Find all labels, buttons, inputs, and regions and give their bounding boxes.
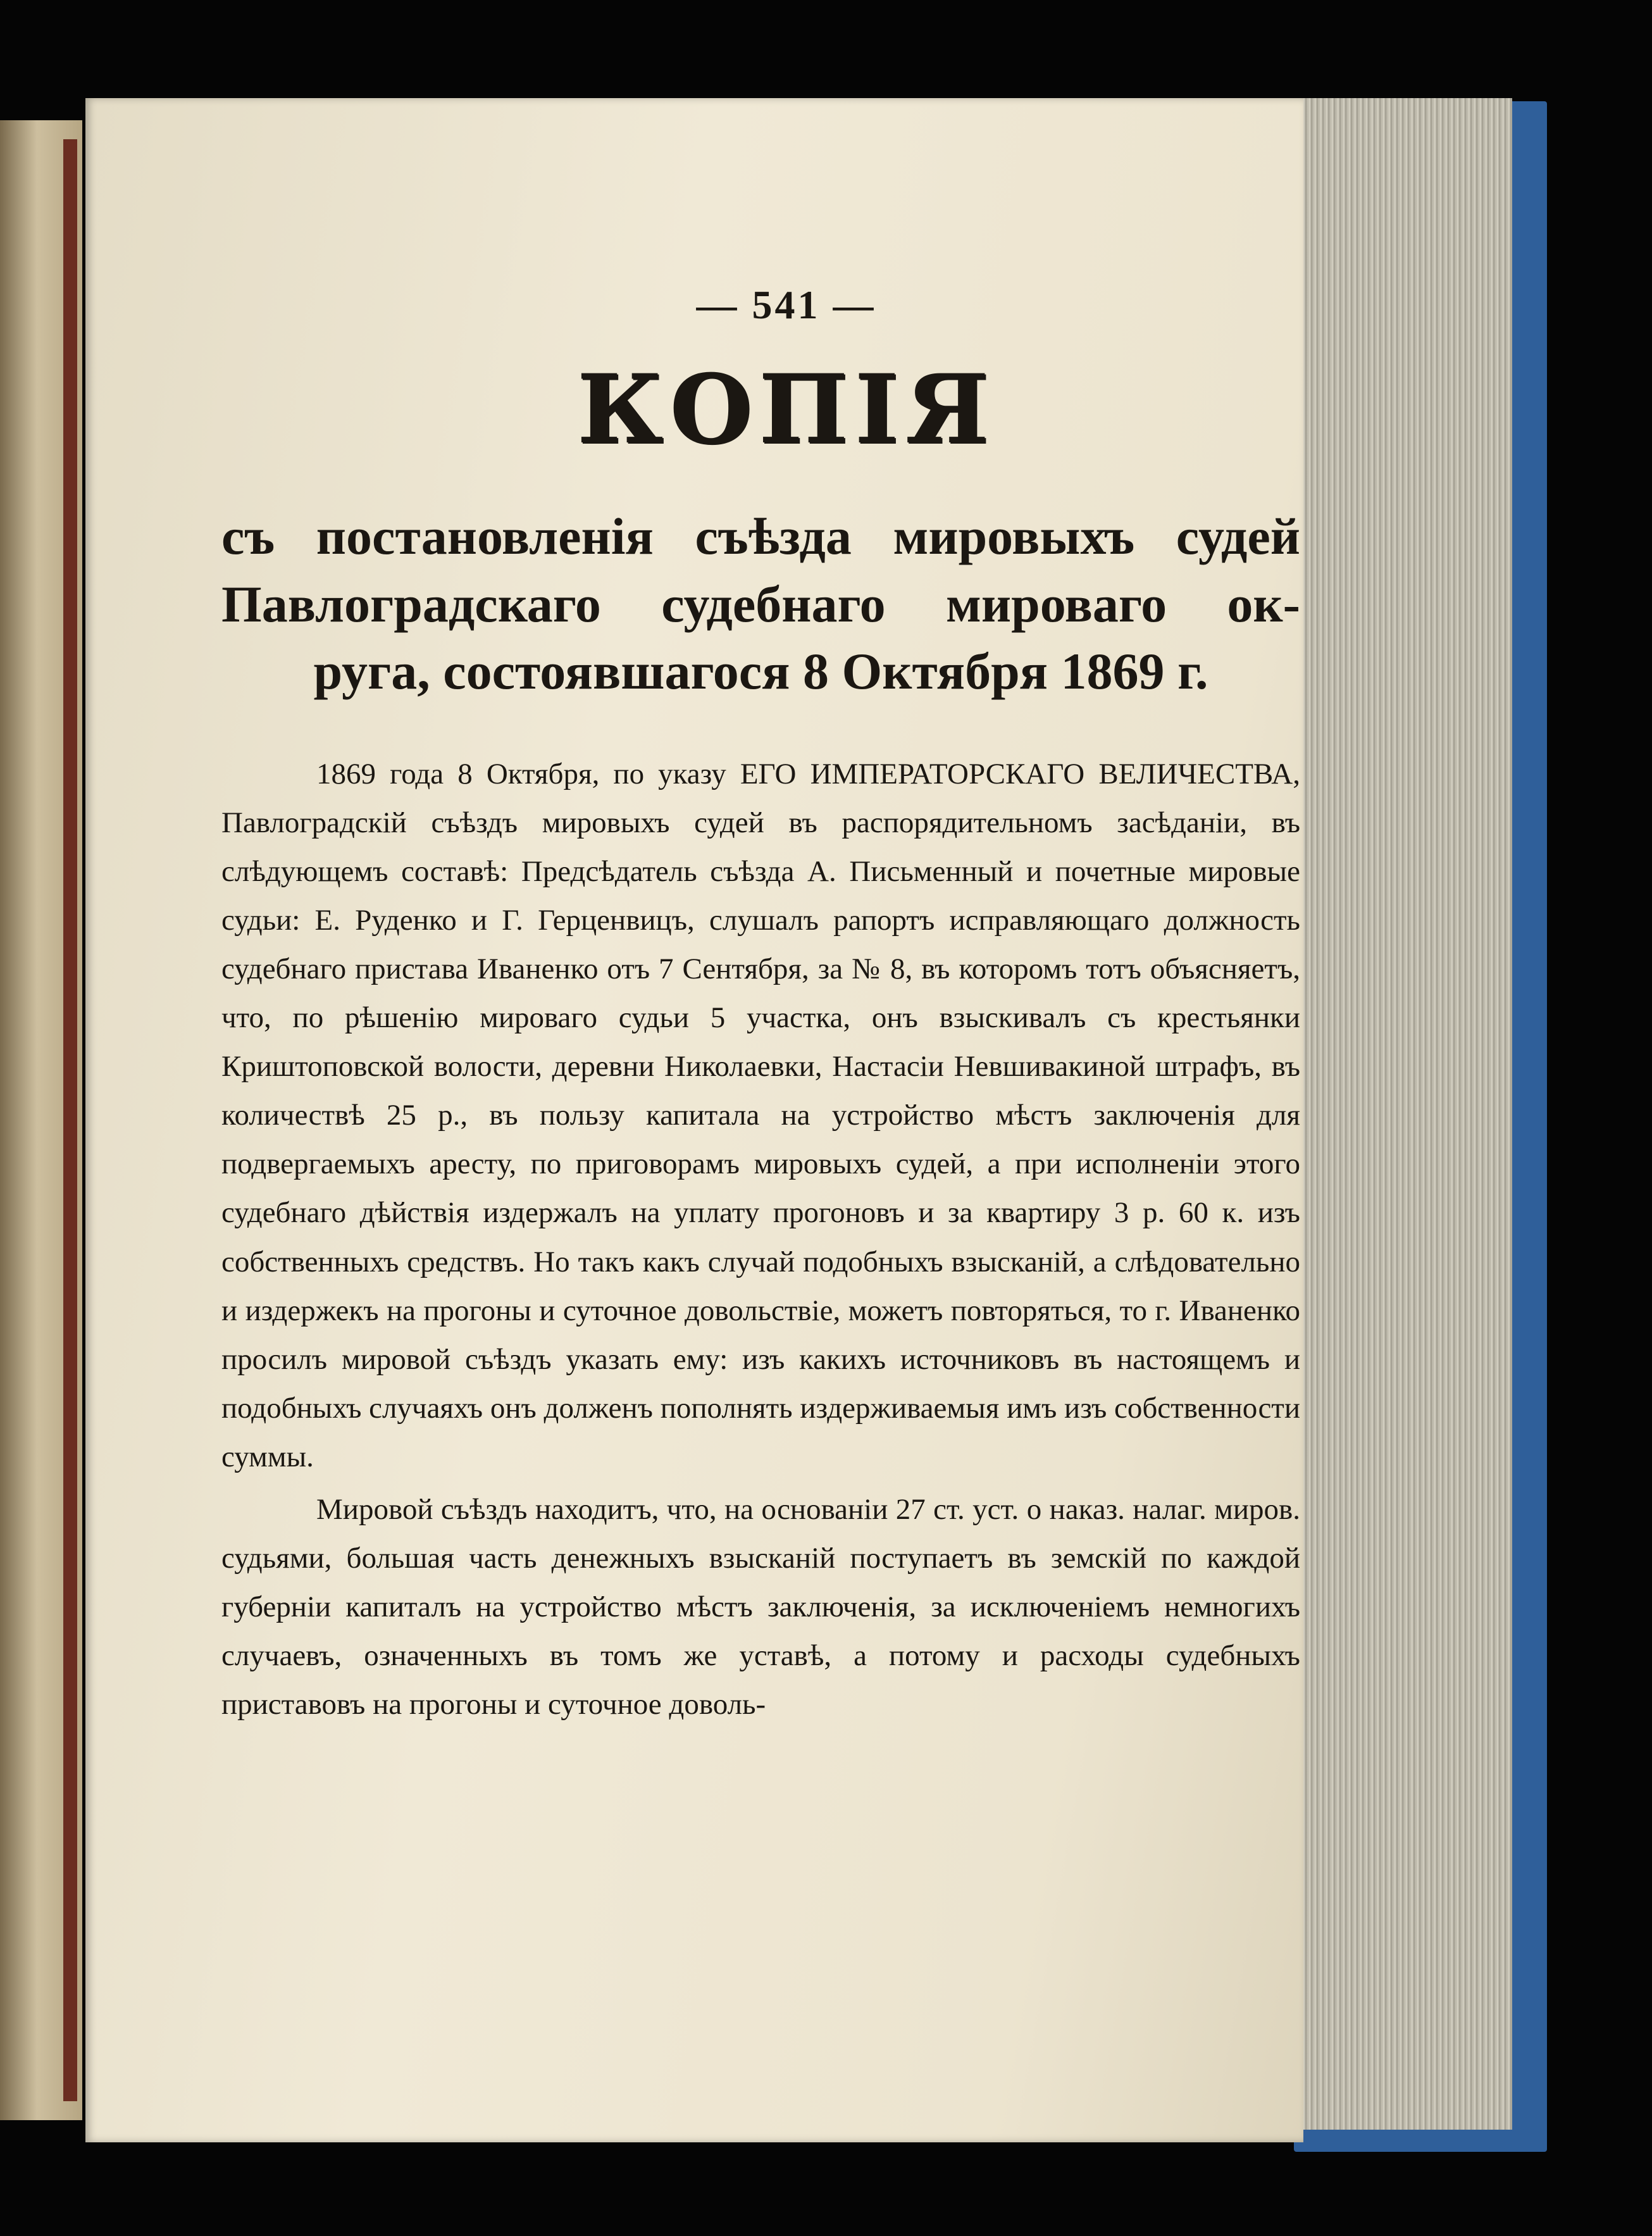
subtitle-line: Павлоградскаго судебнаго мироваго ок-	[221, 575, 1300, 633]
paragraph: 1869 года 8 Октября, по указу ЕГО ИМПЕРАТОРСКАГО ВЕЛИЧЕСТВА, Павлоградскій съѣздъ мировыхъ судей въ распорядительномъ засѣданіи, въ слѣдующемъ составѣ: Предсѣдатель съѣзда А. Письменный и почетные мировые судьи: Е. Руденко и Г. Герценвицъ, слушалъ рапортъ исправляющаго должность судебнаго пристава Иваненко отъ 7 Сентября, за № 8, въ которомъ тотъ объясняетъ, что, по рѣшенію мироваго судьи 5 участка, онъ взыскивалъ съ крестьянки Криштоповской волости, деревни Николаевки, Настасіи Невшивакиной штрафъ, въ количествѣ 25 р., въ пользу капитала на устройство мѣстъ заключенія для подвергаемыхъ аресту, по приговорамъ мировыхъ судей, а при исполненіи этого судебнаго дѣйствія издержалъ на уплату прогоновъ и за квартиру 3 р. 60 к. изъ собственныхъ средствъ. Но такъ какъ случай подобныхъ взысканій, а слѣдовательно и издержекъ на прогоны и суточное довольствіе, можетъ повторяться, то г. Иваненко просилъ мировой съѣздъ указать ему: изъ какихъ источниковъ въ настоящемъ и подобныхъ случаяхъ онъ долженъ пополнять издерживаемыя имъ изъ собственности суммы.	[221, 757, 1300, 1473]
subtitle-line: руга, состоявшагося 8 Октября 1869 г.	[313, 642, 1208, 701]
body-text	[221, 750, 1300, 1730]
subtitle-line: съ постановленія съѣзда мировыхъ судей	[221, 508, 1300, 565]
paragraph: Мировой съѣздъ находитъ, что, на основаніи 27 ст. уст. о наказ. налаг. миров. судьями, большая часть денежныхъ взысканій поступаетъ въ земскій по каждой губерніи капиталъ на устройство мѣстъ заключенія, за исключеніемъ немногихъ случаевъ, означенныхъ въ томъ же уставѣ, а потому и расходы судебныхъ приставовъ на прогоны и суточное доволь-	[221, 1492, 1300, 1721]
binding-edge	[63, 139, 77, 2101]
document-subtitle	[221, 503, 1300, 706]
page-text	[221, 282, 1300, 1729]
page-edges	[1291, 98, 1512, 2130]
page-title: КОПІЯ	[576, 354, 996, 465]
page-number: — 541 —	[696, 282, 876, 327]
book-page	[85, 98, 1303, 2142]
